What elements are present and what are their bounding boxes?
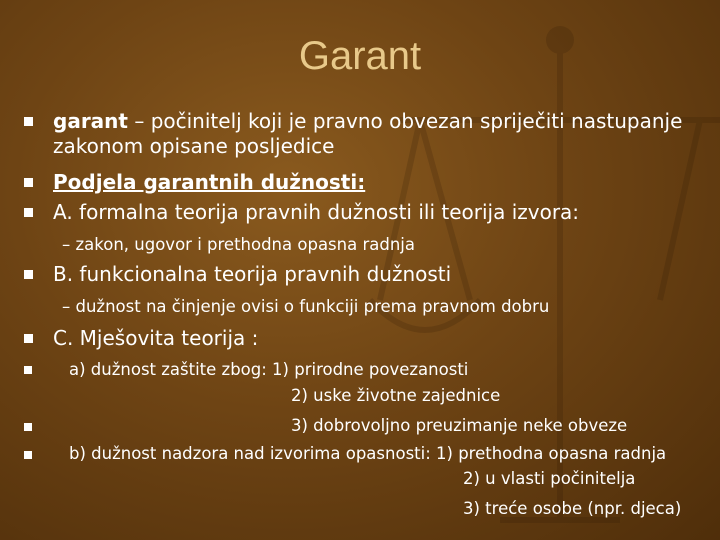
- item-formalna-teorija-sub: – zakon, ugovor i prethodna opasna radnja: [62, 235, 415, 254]
- item-garant-definition: – počinitelj koji je pravno obvezan spriječiti nastupanje: [127, 109, 683, 133]
- bullet-icon: [24, 270, 33, 279]
- item-garant-term: garant: [53, 109, 128, 133]
- slide-title: Garant: [298, 34, 422, 78]
- item-funkcionalna-teorija-sub: – dužnost na činjenje ovisi o funkciji prema pravnom dobru: [62, 297, 550, 316]
- item-a-line2: 2) uske životne zajednice: [291, 386, 501, 405]
- bullet-icon: [24, 366, 32, 374]
- item-a-line1: a) dužnost zaštite zbog: 1) prirodne povezanosti: [69, 360, 469, 379]
- bullet-icon: [24, 208, 33, 217]
- item-mjesovita-teorija: C. Mješovita teorija :: [53, 326, 259, 350]
- bullet-icon: [24, 178, 33, 187]
- item-formalna-teorija: A. formalna teorija pravnih dužnosti ili teorija izvora:: [53, 200, 580, 224]
- item-b-line1: b) dužnost nadzora nad izvorima opasnosti: 1) prethodna opasna radnja: [69, 444, 667, 463]
- item-garant: [53, 109, 682, 133]
- bullet-icon: [24, 451, 32, 459]
- bullet-icon: [24, 423, 32, 431]
- bullet-icon: [24, 334, 33, 343]
- item-b-line2: 2) u vlasti počinitelja: [463, 469, 636, 488]
- item-podjela: Podjela garantnih dužnosti:: [53, 170, 366, 194]
- item-b-line3: 3) treće osobe (npr. djeca): [463, 499, 682, 518]
- item-garant-line2: zakonom opisane posljedice: [53, 134, 335, 158]
- bullet-icon: [24, 117, 33, 126]
- item-a-line3: 3) dobrovoljno preuzimanje neke obveze: [291, 416, 628, 435]
- item-funkcionalna-teorija: B. funkcionalna teorija pravnih dužnosti: [53, 262, 452, 286]
